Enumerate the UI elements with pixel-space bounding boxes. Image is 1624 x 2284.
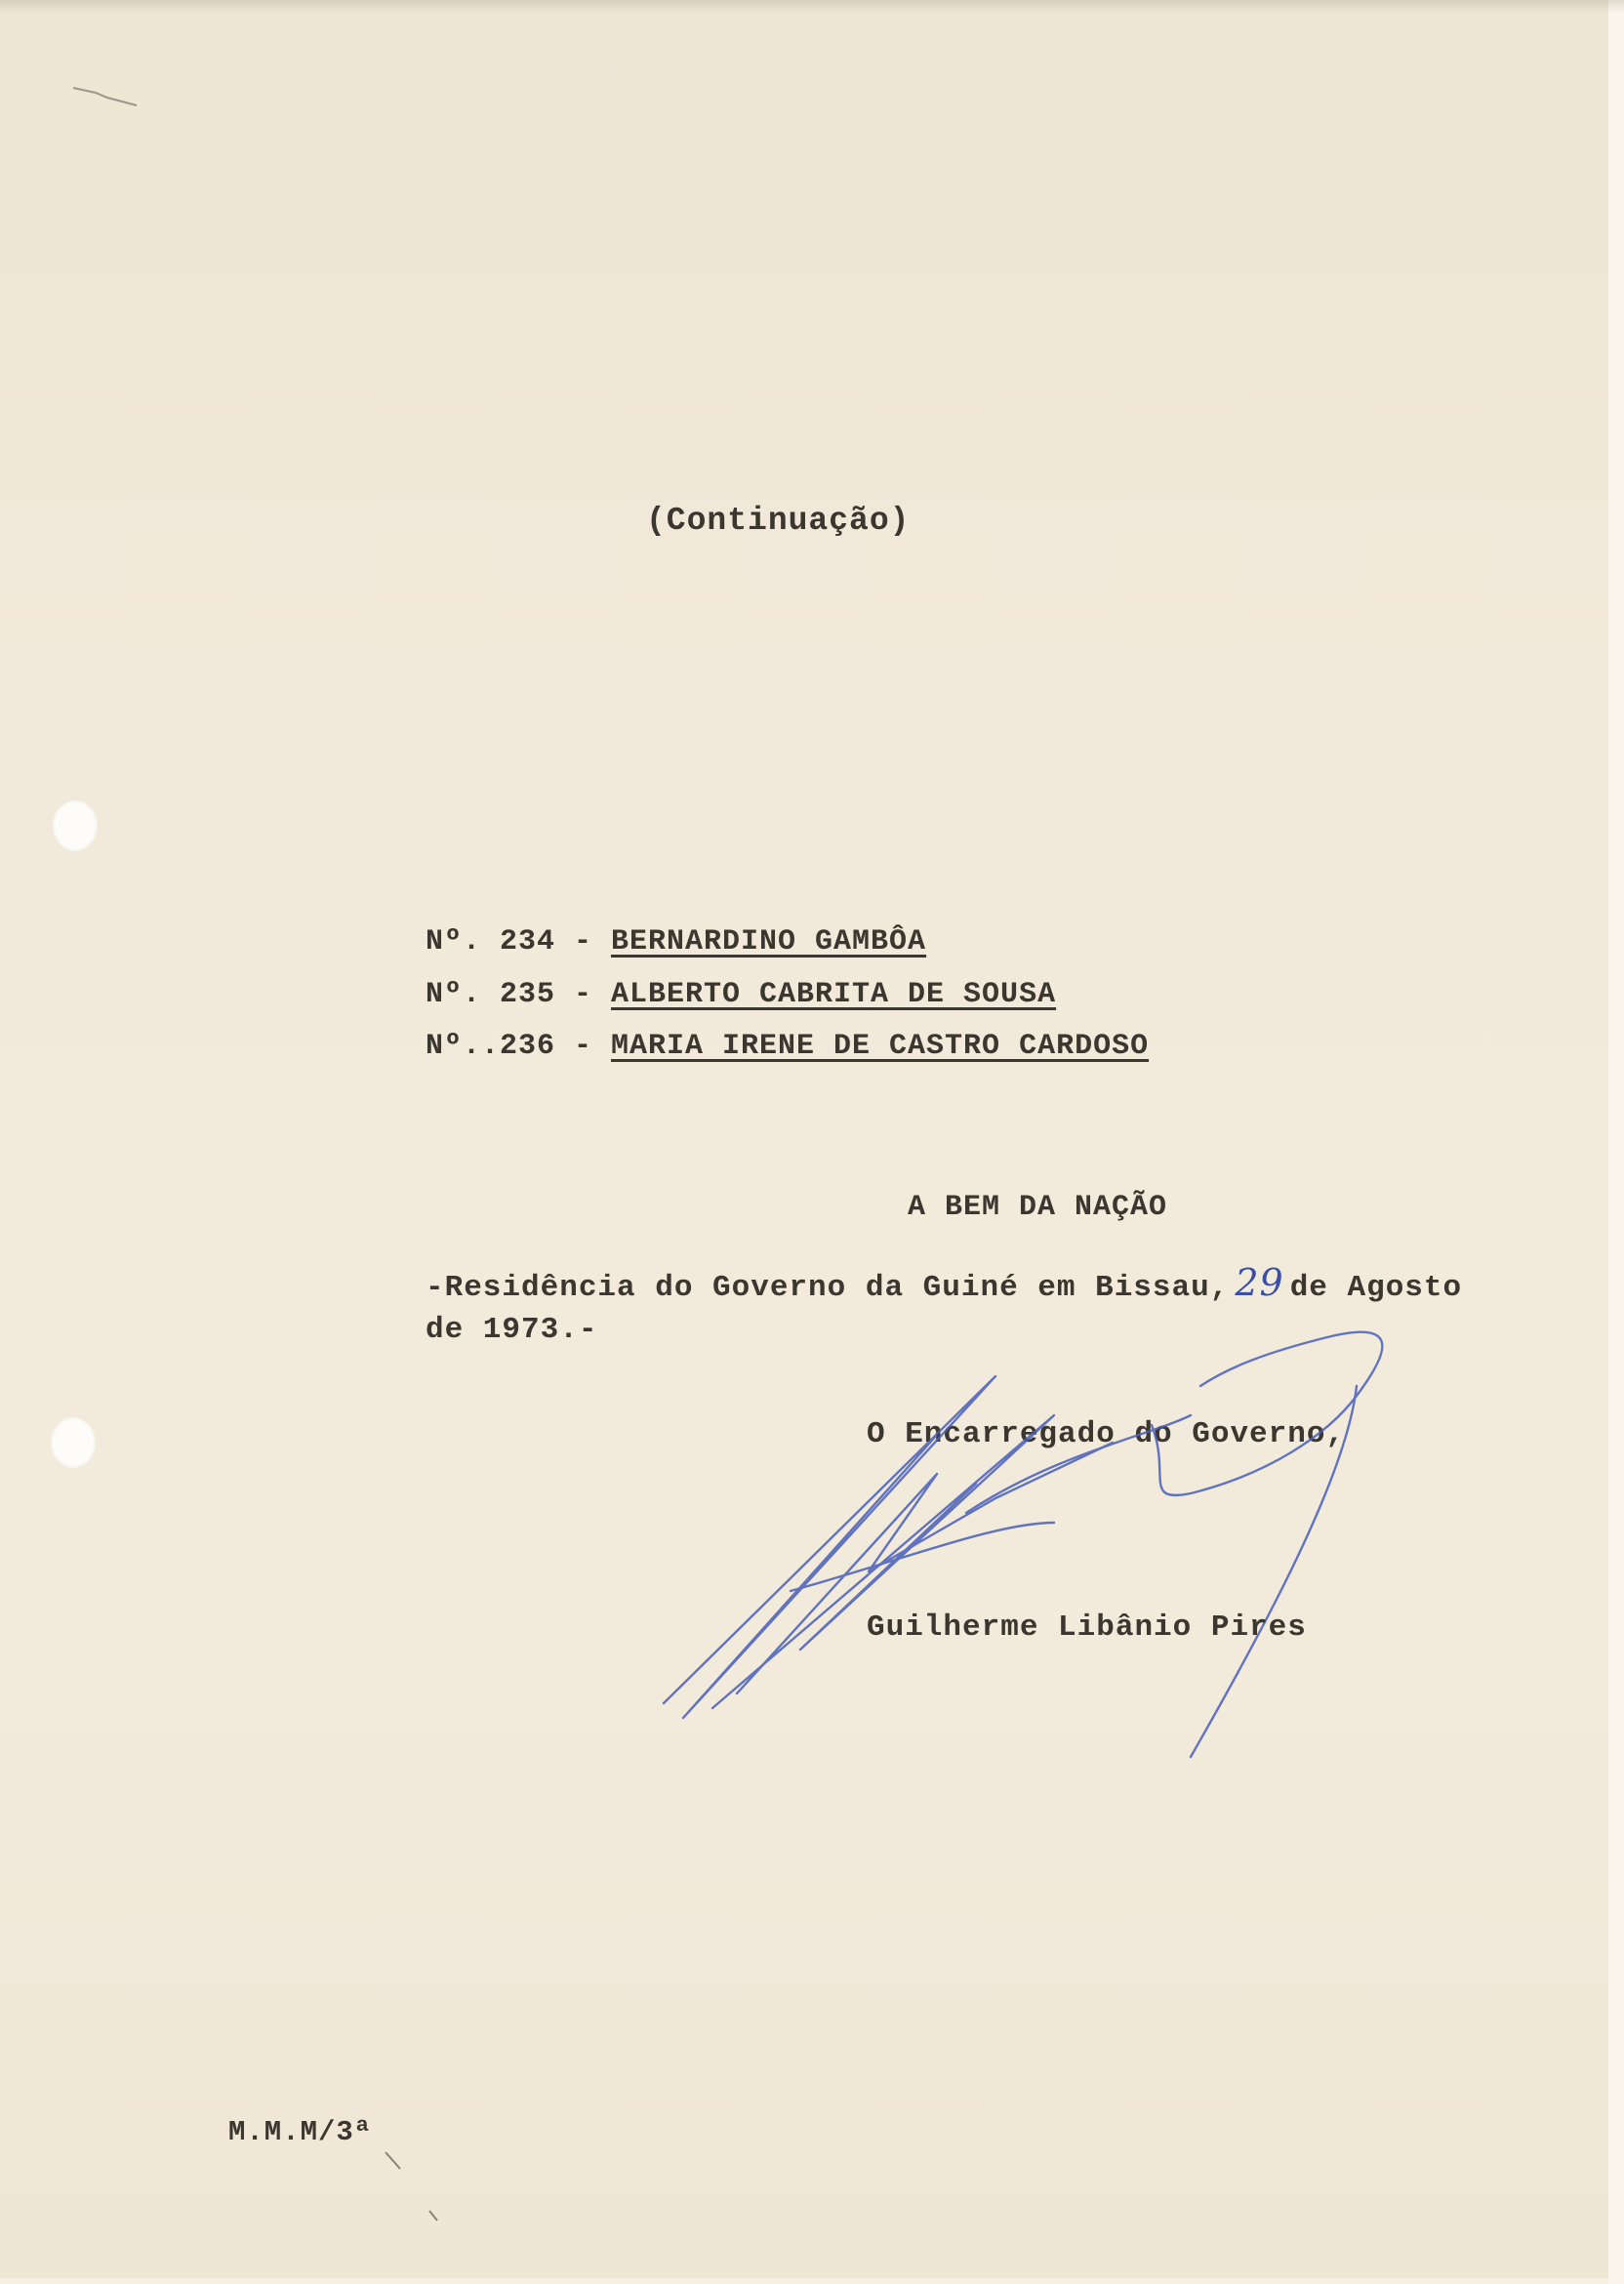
signer-name: Guilherme Libânio Pires: [867, 1611, 1307, 1645]
punch-hole-bottom: [51, 1417, 96, 1468]
entry-number: Nº. 234 -: [426, 925, 593, 958]
page-title: (Continuação): [646, 503, 911, 539]
entry-name: ALBERTO CABRITA DE SOUSA: [611, 978, 1057, 1011]
signature: [644, 1327, 1444, 1776]
residence-prefix: -Residência do Governo da Guiné em Bissau,: [426, 1271, 1230, 1305]
entry-number: Nº. 235 -: [426, 978, 593, 1011]
residence-suffix: de Agosto: [1289, 1271, 1463, 1305]
top-shadow: [0, 0, 1624, 14]
punch-hole-top: [53, 800, 98, 851]
entry-name: MARIA IRENE DE CASTRO CARDOSO: [611, 1030, 1150, 1063]
list-item: [426, 925, 926, 958]
motto: A BEM DA NAÇÃO: [908, 1191, 1168, 1224]
paper-edge: [1608, 0, 1624, 2284]
residence-line: [426, 1261, 1462, 1305]
handwritten-day: 29: [1235, 1261, 1284, 1304]
entry-name: BERNARDINO GAMBÔA: [611, 925, 927, 958]
charge-title: O Encarregado do Governo,: [867, 1417, 1346, 1451]
list-item: [426, 978, 1056, 1011]
entry-number: Nº..236 -: [426, 1030, 593, 1063]
residence-year: de 1973.-: [426, 1313, 598, 1347]
list-item: [426, 1030, 1149, 1063]
reference-code: M.M.M/3ª: [228, 2116, 373, 2148]
